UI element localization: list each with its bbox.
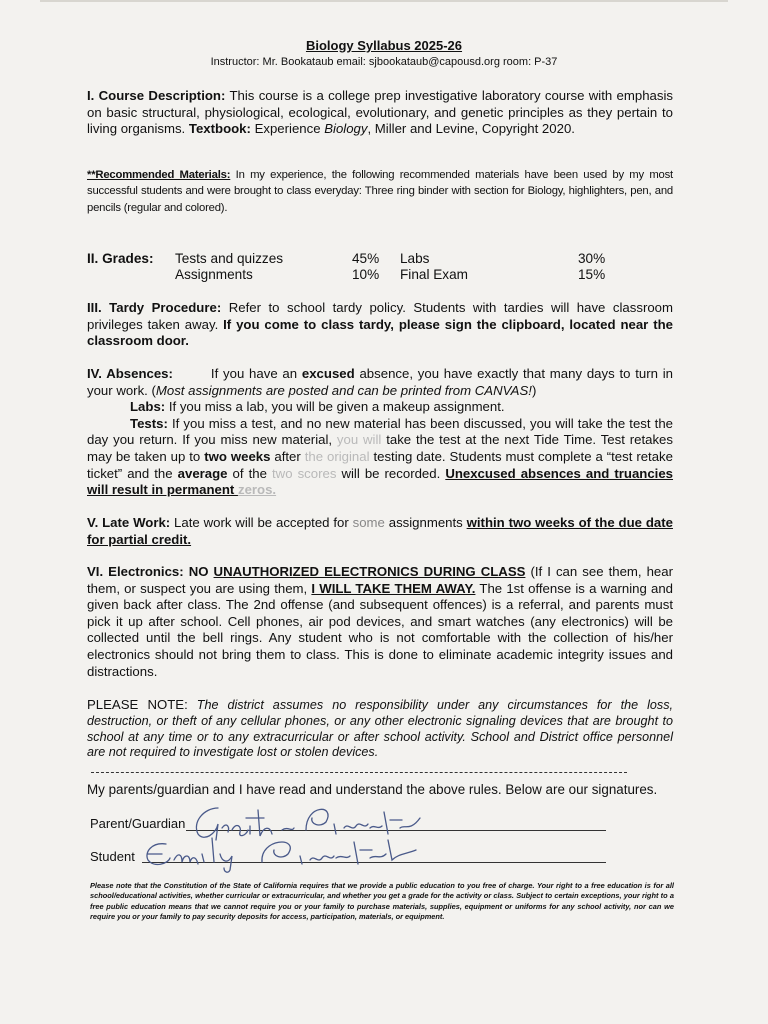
electronics-text: (If I can see them, hear them, or suspect you are using them,: [87, 564, 673, 596]
tests-text: will be recorded.: [336, 465, 446, 481]
electronics-heading: VI. Electronics: NO: [87, 564, 214, 579]
electronics-rule: UNAUTHORIZED ELECTRONICS DURING CLASS: [213, 564, 526, 579]
absences-section: [87, 366, 673, 499]
absences-heading: IV. Absences:: [87, 366, 173, 381]
tests-text-faded: two scores: [272, 465, 337, 481]
tests-text-faded: you will: [336, 432, 382, 448]
grade-item: Assignments: [175, 267, 253, 282]
please-note-label: PLEASE NOTE:: [87, 697, 188, 712]
unexcused-warning-faded: zeros.: [237, 482, 277, 498]
textbook-text: Experience: [250, 121, 325, 137]
instructor-line: Instructor: Mr. Bookataub email: sjbookataub@capousd.org room: P-37: [210, 56, 558, 68]
cut-line: [91, 772, 627, 773]
materials-text: In my experience, the following recommended materials have been used by my most successful students and were brought to class everyday: Three ring binder with section for Biology, highlighters, pen, and pencils (regular and colored).: [87, 169, 673, 214]
signature-statement: My parents/guardian and I have read and understand the above rules. Below are our signatures.: [87, 782, 658, 797]
grade-weight: 15%: [578, 267, 606, 282]
please-note-section: [87, 697, 673, 761]
tardy-heading: III. Tardy Procedure:: [87, 300, 222, 315]
grade-weight: 45%: [352, 251, 380, 266]
tests-text: If you miss a test, and no new material has been discussed, you will take the test the day you return. If you miss new material,: [87, 415, 673, 448]
tests-two-weeks: two weeks: [204, 448, 271, 464]
grade-item: Final Exam: [400, 267, 468, 282]
grades-heading: II. Grades:: [87, 251, 154, 266]
tardy-instruction: If you come to class tardy, please sign the clipboard, located near the classroom door.: [87, 316, 673, 349]
late-work-deadline: within two weeks of the due date for partial credit.: [87, 515, 673, 547]
tests-average: average: [177, 465, 228, 481]
electronics-warning: I WILL TAKE THEM AWAY.: [311, 580, 476, 596]
please-note-text: The district assumes no responsibility under any circumstances for the loss, destruction, or theft of any cellular phones, or any other electronic signaling devices that are brought to school at any time or to any extracurricular or after school activity. School and District office personnel are not required to investigate lost or stolen devices.: [87, 698, 673, 760]
absences-text: ): [531, 382, 537, 398]
legal-notice: Please note that the Constitution of the State of California requires that we provide a public education to you free of charge. Your right to a free education is for all school/educational activities, whether curricular or extracurricular, and whether you get a grade for the activity or class. Subject to certain exceptions, your right to a free public education means that we cannot require you or your family to purchase materials, supplies, equipment or uniforms for any school activity, nor can we require you or your family to pay security deposits for access, participation, materials, or equipment.: [90, 881, 674, 922]
tardy-text: Refer to school tardy policy. Students with tardies will have classroom privileges taken away.: [87, 300, 673, 332]
materials-heading: **Recommended Materials:: [87, 169, 231, 181]
course-description-heading: I. Course Description:: [87, 88, 226, 103]
absences-text: absence, you have exactly that many days to turn in your work. (: [87, 366, 673, 398]
labs-label: Labs:: [130, 399, 166, 415]
textbook-publisher: , Miller and Levine, Copyright 2020.: [367, 121, 575, 137]
parent-guardian-label: Parent/Guardian: [90, 816, 186, 831]
grades-section: [87, 251, 673, 287]
electronics-text: The 1st offense is a warning and given back after class. The 2nd offense (and subsequent offences) is a referral, and parents must pick it up after school. Cell phones, air pod devices, and smart watches (any electronics) will be collected until the bell rings. Any student who is not comfortable with the collection of his/her electronics should not bring them to class. This is done to eliminate academic integrity issues and distractions.: [87, 580, 673, 679]
student-label: Student: [90, 849, 135, 864]
electronics-section: [87, 564, 673, 680]
absences-canvas-note: Most assignments are posted and can be printed from CANVAS!: [155, 382, 532, 398]
student-signature: [142, 832, 442, 872]
late-work-section: [87, 515, 673, 548]
tests-label: Tests:: [130, 415, 168, 431]
tests-text: testing date. Students must complete a “test retake ticket” and the: [87, 448, 673, 481]
unexcused-warning: Unexcused absences and truancies will result in permanent: [87, 465, 674, 498]
textbook-title: Biology: [324, 121, 368, 137]
course-description-text: This course is a college prep investigative laboratory course with emphasis on basic structural, physiological, ecological, evolutionary, and genetic principles as they pertain to living organisms.: [87, 88, 673, 137]
grade-item: Labs: [400, 251, 430, 266]
absences-text: If you have an: [210, 366, 302, 381]
tests-text-faded: the original: [304, 448, 370, 464]
page-edge: [40, 0, 728, 2]
page-title: Biology Syllabus 2025-26: [305, 38, 463, 53]
late-work-text-faded: some: [352, 515, 385, 530]
textbook-label: Textbook:: [188, 121, 251, 137]
grade-item: Tests and quizzes: [175, 251, 284, 266]
tests-text: take the test at the next Tide Time. Test retakes may be taken up to: [87, 432, 673, 464]
absences-excused: excused: [301, 366, 355, 381]
tests-text: after: [270, 448, 305, 464]
grade-weight: 10%: [352, 267, 380, 282]
materials-section: [87, 167, 673, 216]
grade-weight: 30%: [578, 251, 606, 266]
late-work-text: Late work will be accepted for: [170, 515, 353, 530]
late-work-text: assignments: [384, 515, 467, 530]
late-work-heading: V. Late Work:: [87, 515, 171, 530]
labs-text: If you miss a lab, you will be given a makeup assignment.: [165, 399, 505, 415]
tests-text: of the: [227, 465, 272, 481]
tardy-section: [87, 300, 673, 350]
course-description-section: [87, 88, 673, 138]
